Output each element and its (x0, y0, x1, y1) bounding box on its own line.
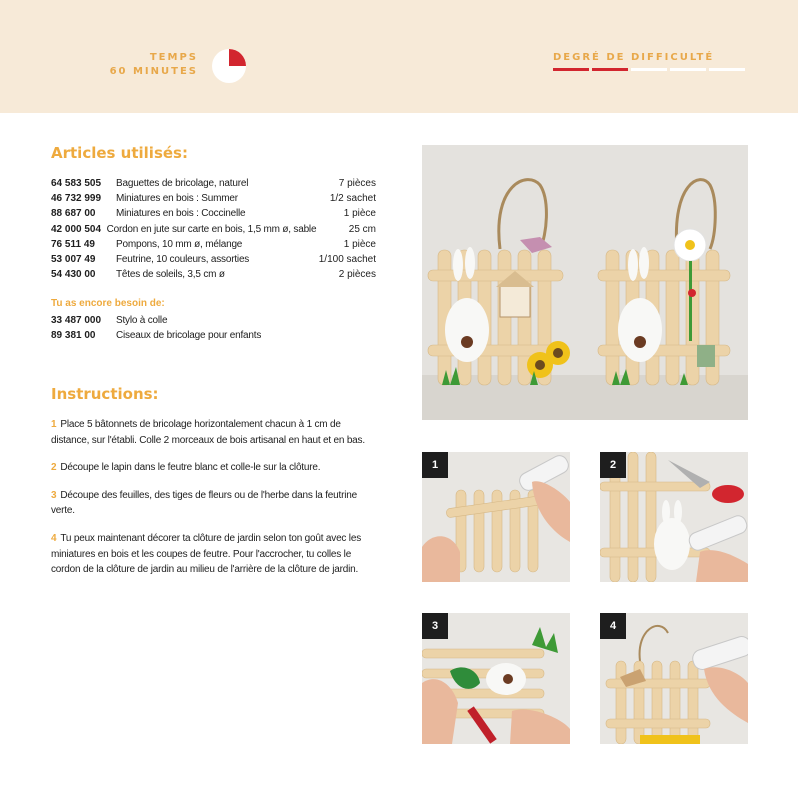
step-text: Tu peux maintenant décorer ta clôture de jardin selon ton goût avec les miniatures en bois et les coupes de feutre. Pour l'accrocher, tu colles le cordon de la clôture de jardin au milieu de l'arrière de la clôture de jardin. (51, 532, 361, 576)
articles-title: Articles utilisés: (51, 144, 188, 162)
article-desc: Têtes de soleils, 3,5 cm ø (116, 269, 225, 281)
finished-craft-photo (422, 145, 748, 420)
article-desc: Feutrine, 10 couleurs, assorties (116, 254, 250, 266)
instructions-title: Instructions: (51, 385, 159, 403)
step-photo-1 (422, 452, 570, 582)
article-code: 46 732 999 (51, 193, 102, 205)
instruction-step (51, 417, 371, 448)
extras-list (51, 313, 376, 343)
step-number: 2 (51, 462, 57, 474)
step-photo-2 (600, 452, 748, 582)
difficulty-segment (631, 68, 667, 71)
time-indicator (110, 51, 198, 79)
article-desc: Baguettes de bricolage, naturel (116, 178, 249, 189)
step-number: 3 (51, 489, 57, 501)
extra-desc: Stylo à colle (116, 315, 168, 326)
step-text: Découpe des feuilles, des tiges de fleurs ou de l'herbe dans la feutrine verte. (51, 489, 357, 517)
article-row (51, 237, 376, 252)
article-row (51, 222, 376, 237)
article-code: 54 430 00 (51, 269, 96, 281)
difficulty-label: DEGRÉ DE DIFFICULTÉ (553, 52, 715, 63)
article-row (51, 191, 376, 206)
article-code: 53 007 49 (51, 254, 96, 266)
article-code: 64 583 505 (51, 178, 102, 189)
article-row (51, 267, 376, 282)
time-label: TEMPS (149, 52, 198, 63)
header-band (0, 0, 798, 113)
article-desc: Miniatures en bois : Summer (116, 193, 238, 205)
step-number: 1 (51, 419, 57, 430)
article-qty: 1/100 sachet (318, 254, 376, 266)
instruction-step (51, 488, 371, 519)
clock-icon (211, 48, 247, 84)
step-text: Place 5 bâtonnets de bricolage horizontalement chacun à 1 cm de distance, sur l'établi. Colle 2 morceaux de bois artisanal en haut et en bas. (51, 419, 365, 446)
extras-title: Tu as encore besoin de: (51, 298, 165, 309)
article-qty: 25 cm (348, 223, 376, 235)
article-qty: 7 pièces (338, 178, 376, 189)
article-row (51, 252, 376, 267)
article-row (51, 176, 376, 191)
difficulty-segment (553, 68, 589, 71)
instruction-step (51, 531, 371, 578)
difficulty-segment (592, 68, 628, 71)
extra-code: 33 487 000 (51, 315, 102, 326)
instruction-step (51, 460, 371, 476)
article-row (51, 206, 376, 221)
article-desc: Cordon en jute sur carte en bois, 1,5 mm ø, sable (106, 223, 317, 235)
article-qty: 1 pièce (343, 208, 376, 220)
article-desc: Pompons, 10 mm ø, mélange (116, 238, 243, 250)
difficulty-segment (709, 68, 745, 71)
time-value: 60 MINUTES (109, 66, 198, 77)
article-desc: Miniatures en bois : Coccinelle (116, 208, 246, 220)
step-number: 4 (51, 532, 57, 544)
article-code: 88 687 00 (51, 208, 96, 220)
extra-desc: Ciseaux de bricolage pour enfants (116, 330, 262, 342)
difficulty-meter (553, 68, 745, 71)
step-badge-4: 4 (600, 613, 626, 639)
step-text: Découpe le lapin dans le feutre blanc et colle-le sur la clôture. (60, 462, 321, 474)
step-badge-2: 2 (600, 452, 626, 478)
article-qty: 1 pièce (343, 238, 376, 250)
step-badge-1: 1 (422, 452, 448, 478)
instructions-list (51, 417, 371, 590)
articles-list (51, 176, 376, 282)
step-photo-4 (600, 613, 748, 744)
step-photo-3 (422, 613, 570, 744)
step-badge-3: 3 (422, 613, 448, 639)
article-code: 42 000 504 (51, 223, 102, 235)
extra-row (51, 328, 376, 343)
extra-row (51, 313, 376, 328)
article-code: 76 511 49 (51, 238, 95, 250)
extra-code: 89 381 00 (51, 330, 96, 342)
difficulty-segment (670, 68, 706, 71)
article-qty: 2 pièces (338, 269, 376, 281)
article-qty: 1/2 sachet (329, 193, 376, 205)
